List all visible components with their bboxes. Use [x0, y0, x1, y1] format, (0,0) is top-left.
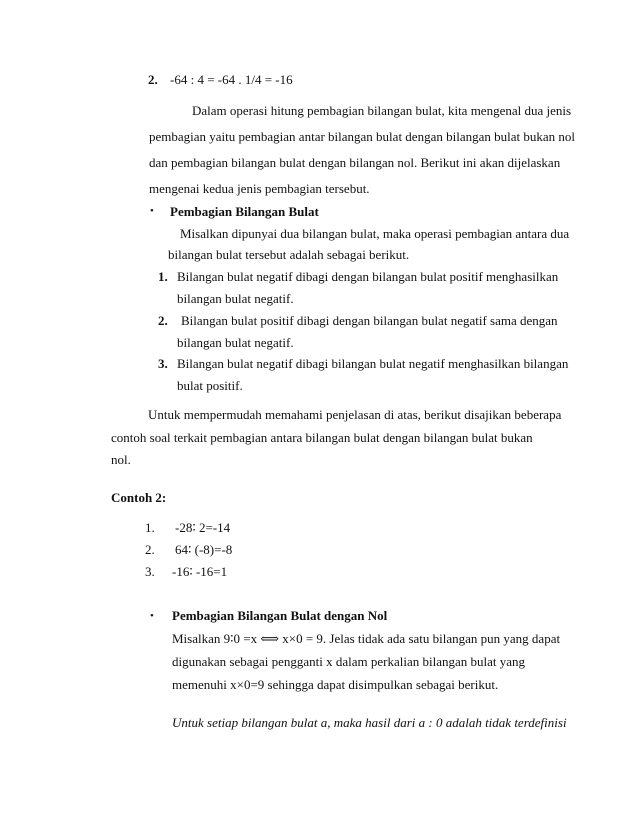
- list-number: 2.: [148, 72, 158, 87]
- section-heading: Pembagian Bilangan Bulat dengan Nol: [172, 608, 388, 623]
- list-number: 3.: [158, 356, 168, 371]
- list-item-text: bilangan bulat negatif.: [177, 291, 294, 306]
- paragraph-line: memenuhi x×0=9 sehingga dapat disimpulkan sebagai berikut.: [172, 677, 499, 692]
- example-heading: Contoh 2:: [111, 490, 167, 505]
- bullet-icon: •: [150, 610, 154, 622]
- list-number: 2.: [158, 313, 168, 328]
- paragraph-line: mengenai kedua jenis pembagian tersebut.: [149, 181, 370, 196]
- list-number: 1.: [158, 269, 168, 284]
- paragraph-line: Misalkan dipunyai dua bilangan bulat, maka operasi pembagian antara dua: [180, 226, 570, 241]
- list-item-text: 64∶ (-8)=-8: [175, 542, 233, 557]
- conclusion-statement: Untuk setiap bilangan bulat a, maka hasil dari a : 0 adalah tidak terdefinisi: [172, 715, 567, 730]
- list-item-text: -16∶ -16=1: [172, 564, 228, 579]
- list-item-text: -28∶ 2=-14: [175, 520, 231, 535]
- list-item-text: bulat positif.: [177, 378, 243, 393]
- list-item-text: Bilangan bulat negatif dibagi bilangan bulat negatif menghasilkan bilangan: [177, 356, 569, 371]
- list-number: 2.: [145, 542, 155, 557]
- paragraph-line: bilangan bulat tersebut adalah sebagai berikut.: [168, 247, 410, 262]
- list-item-text: Bilangan bulat negatif dibagi dengan bilangan bulat positif menghasilkan: [177, 269, 559, 284]
- list-item-text: Bilangan bulat positif dibagi dengan bilangan bulat negatif sama dengan: [181, 313, 558, 328]
- section-heading: Pembagian Bilangan Bulat: [170, 204, 319, 219]
- list-number: 3.: [145, 564, 155, 579]
- paragraph-line: Misalkan 9∶0 =x ⟺ x×0 = 9. Jelas tidak ada satu bilangan pun yang dapat: [172, 631, 561, 646]
- paragraph-line: nol.: [111, 452, 131, 467]
- bullet-icon: •: [150, 205, 154, 217]
- paragraph-line: pembagian yaitu pembagian antar bilangan bulat dengan bilangan bulat bukan nol: [149, 129, 575, 144]
- paragraph-line: contoh soal terkait pembagian antara bilangan bulat dengan bilangan bulat bukan: [111, 430, 533, 445]
- paragraph-line: dan pembagian bilangan bulat dengan bilangan nol. Berikut ini akan dijelaskan: [149, 155, 561, 170]
- paragraph-line: Untuk mempermudah memahami penjelasan di atas, berikut disajikan beberapa: [148, 407, 562, 422]
- paragraph-line: digunakan sebagai pengganti x dalam perkalian bilangan bulat yang: [172, 654, 526, 669]
- list-item-text: bilangan bulat negatif.: [177, 335, 294, 350]
- equation-text: -64 : 4 = -64 . 1/4 = -16: [170, 72, 293, 87]
- list-number: 1.: [145, 520, 155, 535]
- paragraph-line: Dalam operasi hitung pembagian bilangan bulat, kita mengenal dua jenis: [192, 103, 572, 118]
